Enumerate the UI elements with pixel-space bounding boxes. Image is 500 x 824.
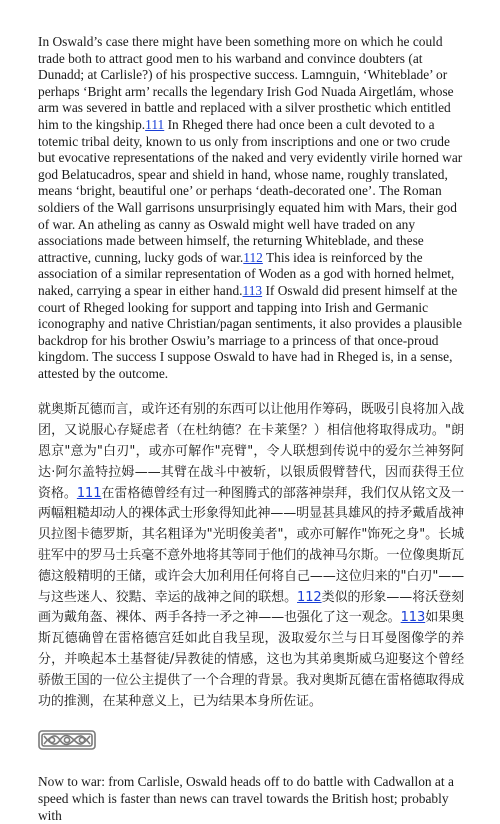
en-text-4: If Oswald did present himself at the court of Rheged looking for support and tapping into Irish and Germanic iconography and native Christian/pagan sentiments, it also provides a plausible backdrop for his brother Oswiu’s marriage to a princess of that once-proud kingdom. The success I suppose Oswald to have had in Rheged is, in a sense, attested by the outcome. (38, 282, 462, 381)
zh-text-4: 如果奥斯瓦德确曾在雷格德宫廷如此自我呈现，汲取爱尔兰与日耳曼图像学的养分，并唤起本土基督徒/异教徒的情感，这也为其弟奥斯威乌迎娶这个曾经骄傲王国的一位公主提供了一个合理的背景。我对奥斯瓦德在雷格德取得成功的推测，在某种意义上，已为结果本身所佐证。 (38, 610, 464, 709)
en-text-2: In Rheged there had once been a cult devoted to a totemic tribal deity, known to us only from inscriptions and one or two crude but evocative representations of the naked and very evidently virile horned war god Belatucadros, spear and shield in hand, whose name, roughly translated, means ‘bright, beautiful one’ or perhaps ‘death-decorated one’. The Roman soldiers of the Wall garrisons unsurprisingly equated him with Mars, their god of war. An atheling as canny as Oswald might well have traded on any associations made between himself, the returning Whiteblade, and these attractive, cunning, lucky gods of war. (38, 116, 463, 265)
zh-text-3: 类似的形象——将沃登刻画为戴角盔、裸体、两手各持一矛之神——也强化了这一观念。 (38, 589, 464, 626)
english-paragraph (38, 34, 464, 382)
en-text-3: This idea is reinforced by the association of a similar representation of Woden as a god with horned helmet, naked, carrying a spear in either hand. (38, 249, 455, 298)
zh-text-2: 在雷格德曾经有过一种图腾式的部落神崇拜，我们仅从铭文及一两幅粗糙却动人的裸体武士形象得知此神——明显甚具雄风的持矛戴盾战神贝拉图卡德罗斯，其名粗译为"光明俊美者"，或亦可解作"饰死之身"。长城驻军中的罗马士兵毫不意外地将其等同于他们的战神马尔斯。一位像奥斯瓦德这般精明的王储，或许会大加利用任何将自己——这位归来的"白刃"——与这些迷人、狡黠、幸运的战神之间的联想。 (38, 485, 465, 605)
zh-text-1: 就奥斯瓦德而言，或许还有别的东西可以让他用作筹码，既吸引良将加入战团，又说服心存疑虑者（在杜纳德？在卡莱堡？）相信他将取得成功。"朗恩京"意为"白刃"，或亦可解作"亮臂"，令人联想到传说中的爱尔兰神努阿达·阿尔盖特拉姆——其臂在战斗中被斩，以银质假臂替代，因而获得王位资格。 (38, 402, 464, 501)
footnote-link-113[interactable]: 113 (242, 282, 263, 298)
zh-footnote-link-113[interactable]: 113 (400, 610, 426, 626)
section-divider (38, 730, 464, 752)
celtic-knot-icon (38, 730, 96, 750)
footnote-link-112[interactable]: 112 (243, 249, 263, 265)
footnote-link-111[interactable]: 111 (145, 116, 165, 132)
zh-footnote-link-111[interactable]: 111 (76, 485, 102, 501)
closing-paragraph: Now to war: from Carlisle, Oswald heads off to do battle with Cadwallon at a speed which is faster than news can travel towards the British host; probably with (38, 774, 454, 823)
en-text-1: In Oswald’s case there might have been something more on which he could trade both to attract good men to his warband and convince doubters (at Dunadd; at Carlisle?) of his prospective success. Lamnguin, ‘Whiteblade’ or perhaps ‘Bright arm’ recalls the legendary Irish God Nuada Airgetlám, whose arm was severed in battle and replaced with a silver prosthetic which entitled him to the kingship. (38, 34, 454, 132)
chinese-paragraph (38, 400, 464, 712)
zh-footnote-link-112[interactable]: 112 (297, 589, 322, 605)
